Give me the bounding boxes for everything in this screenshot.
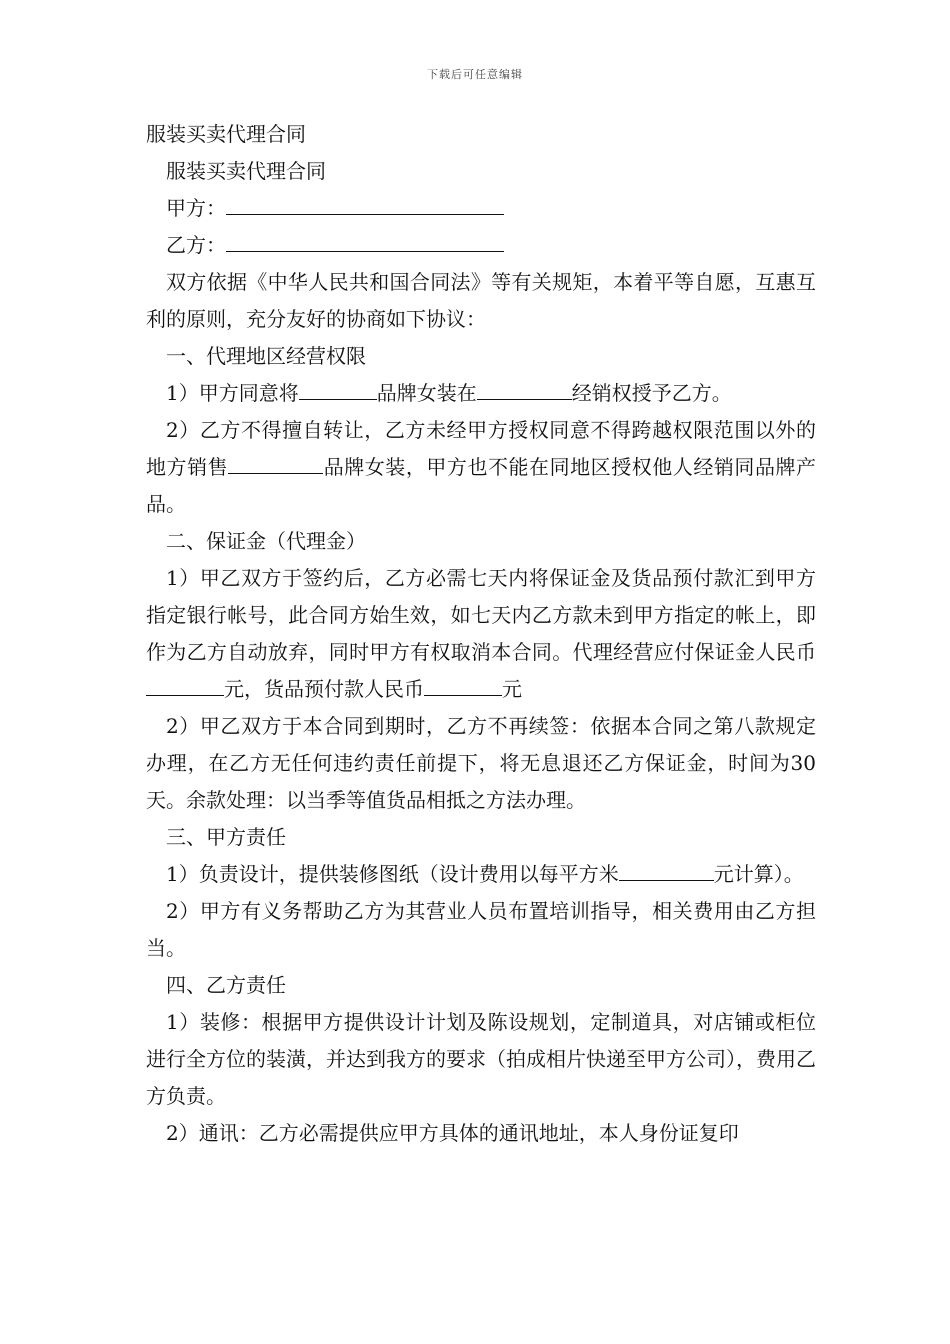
party-a-blank — [226, 192, 504, 215]
clause-3-1 — [146, 856, 816, 893]
page-header-note: 下载后可任意编辑 — [427, 68, 523, 81]
clause-text: 1）负责设计，提供装修图纸（设计费用以每平方米 — [166, 862, 619, 886]
intro-paragraph: 双方依据《中华人民共和国合同法》等有关规矩，本着平等自愿，互惠互利的原则，充分友好的协商如下协议： — [146, 270, 816, 331]
party-a-line — [146, 190, 816, 227]
clause-4-2: 2）通讯：乙方必需提供应甲方具体的通讯地址，本人身份证复印 — [166, 1121, 739, 1145]
clause-2-1 — [146, 560, 816, 708]
section-3-heading: 三、甲方责任 — [166, 825, 286, 849]
section-4-heading: 四、乙方责任 — [166, 973, 286, 997]
party-a-label: 甲方： — [166, 196, 226, 220]
clause-3-2: 2）甲方有义务帮助乙方为其营业人员布置培训指导，相关费用由乙方担当。 — [146, 899, 816, 960]
clause-text: 1）甲乙双方于签约后，乙方必需七天内将保证金及货品预付款汇到甲方指定银行帐号，此合同方始生效，如七天内乙方款未到甲方指定的帐上，即作为乙方自动放弃，同时甲方有权取消本合同。代理经营应付保证金人民币 — [146, 566, 816, 664]
clause-text: 品牌女装在 — [376, 381, 477, 405]
party-b-line — [146, 227, 816, 264]
region-blank — [477, 377, 572, 400]
clause-text: 元，货品预付款人民币 — [224, 677, 424, 701]
section-2-heading: 二、保证金（代理金） — [166, 529, 366, 553]
clause-text: 经销权授予乙方。 — [571, 381, 732, 405]
party-b-blank — [226, 229, 504, 252]
section-1-heading: 一、代理地区经营权限 — [166, 344, 366, 368]
clause-text: 1）甲方同意将 — [166, 381, 299, 405]
deposit-amount-blank — [146, 673, 224, 696]
clause-text: 元 — [502, 677, 522, 701]
clause-text: 元计算）。 — [713, 862, 804, 886]
clause-4-1: 1）装修：根据甲方提供设计计划及陈设规划，定制道具，对店铺或柜位进行全方位的装潢，并达到我方的要求（拍成相片快递至甲方公司），费用乙方负责。 — [146, 1010, 816, 1108]
party-b-label: 乙方： — [166, 233, 226, 257]
prepayment-amount-blank — [424, 673, 502, 696]
contract-subtitle: 服装买卖代理合同 — [166, 159, 326, 183]
brand-blank — [228, 451, 323, 474]
document-title: 服装买卖代理合同 — [146, 122, 306, 146]
contract-document — [146, 116, 816, 1152]
design-fee-blank — [619, 858, 714, 881]
brand-blank — [299, 377, 377, 400]
clause-1-2 — [146, 412, 816, 523]
clause-text: 品牌女装，甲方也不能在同地区授权他人经销同品牌产品。 — [146, 455, 817, 516]
clause-2-2: 2）甲乙双方于本合同到期时，乙方不再续签：依据本合同之第八款规定办理，在乙方无任何违约责任前提下，将无息退还乙方保证金，时间为30天。余款处理：以当季等值货品相抵之方法办理。 — [146, 714, 816, 812]
clause-text: 2）乙方不得擅自转让，乙方未经甲方授权同意不得跨越权限范围以外的地方销售 — [146, 418, 816, 479]
clause-1-1 — [146, 375, 816, 412]
